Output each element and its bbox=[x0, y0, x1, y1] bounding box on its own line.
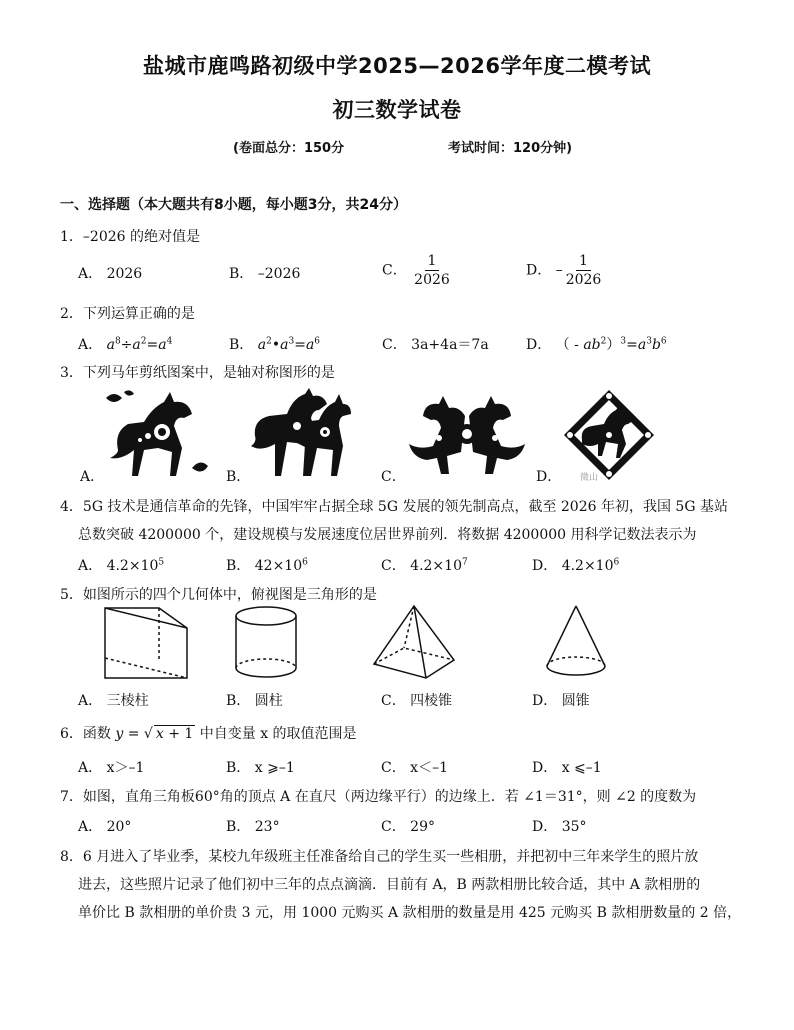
cone-figure bbox=[544, 604, 608, 682]
option-label: A． bbox=[78, 558, 103, 574]
option-label: C． bbox=[381, 819, 406, 835]
total-score: (卷面总分：150分 bbox=[233, 141, 345, 156]
option-text: 四棱锥 bbox=[410, 693, 453, 709]
option-text: 20° bbox=[106, 819, 132, 835]
question-number: 5． bbox=[60, 587, 83, 603]
numerator: 1 bbox=[425, 254, 440, 271]
question-number: 4． bbox=[60, 499, 83, 515]
option-label: A． bbox=[78, 760, 103, 776]
q3-option-d[interactable]: D． bbox=[536, 469, 562, 485]
question-6: 6．函数 y = √ x + 1 中自变量 x 的取值范围是 bbox=[60, 726, 357, 742]
option-exponent: 5 bbox=[158, 557, 165, 568]
q2-option-b[interactable]: B． $a^2•a^3=a^6$ bbox=[229, 336, 321, 353]
option-label: C． bbox=[381, 693, 406, 709]
option-label: B． bbox=[226, 558, 251, 574]
option-label: C． bbox=[381, 558, 406, 574]
option-label: D． bbox=[532, 819, 558, 835]
question-number: 6． bbox=[60, 726, 83, 742]
question-stem-post: 中自变量 x 的取值范围是 bbox=[195, 726, 357, 742]
q2-option-d[interactable]: D． （ - $ab^2)^3=a^3b^6$ bbox=[526, 336, 667, 353]
q6-option-b[interactable] bbox=[226, 757, 295, 777]
section-heading: 一、选择题（本大题共有8小题，每小题3分，共24分） bbox=[60, 197, 407, 213]
horse-papercut-c bbox=[403, 386, 531, 478]
option-label: A． bbox=[78, 266, 103, 282]
option-text: x＞–1 bbox=[106, 760, 145, 776]
q3-option-a[interactable]: A． bbox=[80, 469, 105, 485]
question-number: 7． bbox=[60, 789, 83, 805]
q6-option-a[interactable] bbox=[78, 757, 144, 777]
option-text: 35° bbox=[561, 819, 587, 835]
option-label: B． bbox=[226, 760, 251, 776]
q6-option-c[interactable] bbox=[381, 757, 448, 777]
option-label: D． bbox=[532, 760, 558, 776]
square-pyramid-figure bbox=[370, 604, 458, 682]
option-label: A． bbox=[78, 819, 103, 835]
numerator: 1 bbox=[576, 254, 591, 271]
q3-option-c[interactable]: C． bbox=[381, 469, 406, 485]
triangular-prism-figure bbox=[103, 604, 191, 682]
exam-title: 盐城市鹿鸣路初级中学2025—2026学年度二模考试 bbox=[143, 54, 651, 78]
question-number: 2． bbox=[60, 306, 83, 322]
q4-option-d[interactable] bbox=[532, 555, 619, 575]
exam-time: 考试时间：120分钟) bbox=[448, 141, 573, 156]
exam-subtitle: 初三数学试卷 bbox=[332, 98, 462, 122]
minus-sign: – bbox=[555, 262, 563, 279]
q1-option-d[interactable] bbox=[526, 254, 604, 287]
option-label: A． bbox=[78, 337, 103, 353]
fraction bbox=[563, 254, 605, 287]
option-exponent: 7 bbox=[461, 557, 468, 568]
q7-option-d[interactable] bbox=[532, 816, 587, 836]
q7-option-a[interactable] bbox=[78, 816, 131, 836]
option-label: C． bbox=[382, 337, 407, 353]
q3-option-b[interactable]: B． bbox=[226, 469, 251, 485]
option-label: B． bbox=[229, 337, 254, 353]
option-label: D． bbox=[526, 262, 552, 279]
q4-option-c[interactable] bbox=[381, 555, 468, 575]
option-exponent: 6 bbox=[613, 557, 620, 568]
option-label: D． bbox=[526, 337, 552, 353]
question-stem: 下列马年剪纸图案中，是轴对称图形的是 bbox=[82, 365, 335, 381]
question-4-line2: 总数突破 4200000 个，建设规模与发展速度位居世界前列．将数据 4200000 用科学记数法表示为 bbox=[78, 527, 697, 543]
q1-option-c[interactable] bbox=[382, 254, 453, 287]
q6-option-d[interactable] bbox=[532, 757, 602, 777]
option-label: B． bbox=[229, 266, 254, 282]
q1-option-a[interactable] bbox=[78, 263, 142, 283]
question-stem: –2026 的绝对值是 bbox=[82, 229, 201, 245]
option-text: x＜–1 bbox=[410, 760, 448, 776]
question-stem: 下列运算正确的是 bbox=[82, 306, 195, 322]
question-8 bbox=[60, 846, 698, 866]
option-text: x ⩽–1 bbox=[561, 760, 602, 776]
question-stem-pre: 函数 bbox=[82, 726, 116, 742]
q1-option-b[interactable] bbox=[229, 263, 300, 283]
question-number: 1． bbox=[60, 229, 83, 245]
question-stem: 如图所示的四个几何体中，俯视图是三角形的是 bbox=[82, 587, 377, 603]
option-text: 三棱柱 bbox=[106, 693, 149, 709]
cylinder-figure bbox=[232, 604, 300, 682]
question-stem-line1: 5G 技术是通信革命的先锋，中国牢牢占据全球 5G 发展的领先制高点，截至 2026 年初，我国 5G 基站 bbox=[82, 499, 728, 515]
q7-option-c[interactable] bbox=[381, 816, 435, 836]
option-base: 4.2×10 bbox=[106, 558, 159, 574]
option-text: 圆柱 bbox=[254, 693, 283, 709]
horse-papercut-a bbox=[104, 388, 212, 480]
q5-option-b[interactable] bbox=[226, 690, 283, 710]
question-1 bbox=[60, 226, 200, 246]
option-base: 42×10 bbox=[254, 558, 303, 574]
question-8-line2: 进去，这些照片记录了他们初中三年的点点滴滴．目前有 A，B 两款相册比较合适，其中 A 款相册的 bbox=[78, 877, 701, 893]
q4-option-b[interactable] bbox=[226, 555, 308, 575]
q5-option-a[interactable] bbox=[78, 690, 149, 710]
option-label: C． bbox=[381, 760, 406, 776]
option-label: A． bbox=[78, 693, 103, 709]
question-4 bbox=[60, 496, 728, 516]
option-text: 2026 bbox=[106, 266, 143, 282]
option-text: –2026 bbox=[257, 266, 301, 282]
option-exponent: 6 bbox=[302, 557, 308, 568]
option-label: B． bbox=[226, 819, 251, 835]
q2-option-c[interactable] bbox=[382, 334, 489, 354]
option-text: 圆锥 bbox=[561, 693, 590, 709]
question-7 bbox=[60, 786, 696, 806]
watermark: 微山 bbox=[580, 473, 599, 483]
option-label: D． bbox=[532, 693, 558, 709]
question-number: 3． bbox=[60, 365, 83, 381]
q7-option-b[interactable] bbox=[226, 816, 280, 836]
denominator: 2026 bbox=[565, 271, 602, 288]
q4-option-a[interactable] bbox=[78, 555, 164, 575]
option-text: 23° bbox=[254, 819, 280, 835]
question-3 bbox=[60, 362, 335, 382]
question-stem: 如图，直角三角板60°角的顶点 A 在直尺（两边缘平行）的边缘上．若 ∠1＝31°，则 ∠2 的度数为 bbox=[82, 789, 697, 805]
q2-option-a[interactable]: A． $a^8\div a^2=a^4$ bbox=[78, 336, 173, 353]
option-label: D． bbox=[532, 558, 558, 574]
question-2 bbox=[60, 303, 195, 323]
option-label: C． bbox=[382, 262, 407, 279]
option-text: 29° bbox=[410, 819, 435, 835]
question-stem-line1: 6 月进入了毕业季，某校九年级班主任准备给自己的学生买一些相册，并把初中三年来学生的照片放 bbox=[82, 849, 699, 865]
q5-option-d[interactable] bbox=[532, 690, 590, 710]
fraction bbox=[411, 254, 453, 287]
option-base: 4.2×10 bbox=[561, 558, 614, 574]
option-base: 4.2×10 bbox=[410, 558, 462, 574]
horse-papercut-b bbox=[247, 386, 353, 480]
question-5 bbox=[60, 584, 377, 604]
horse-papercut-d bbox=[562, 388, 656, 482]
option-text: x ⩾–1 bbox=[254, 760, 295, 776]
option-label: B． bbox=[226, 693, 251, 709]
q5-option-c[interactable] bbox=[381, 690, 452, 710]
option-text: 3a+4a＝7a bbox=[411, 337, 489, 353]
denominator: 2026 bbox=[414, 271, 450, 288]
question-8-line3: 单价比 B 款相册的单价贵 3 元，用 1000 元购买 A 款相册的数量是用 425 元购买 B 款相册数量的 2 倍， bbox=[78, 905, 742, 921]
question-number: 8． bbox=[60, 849, 83, 865]
